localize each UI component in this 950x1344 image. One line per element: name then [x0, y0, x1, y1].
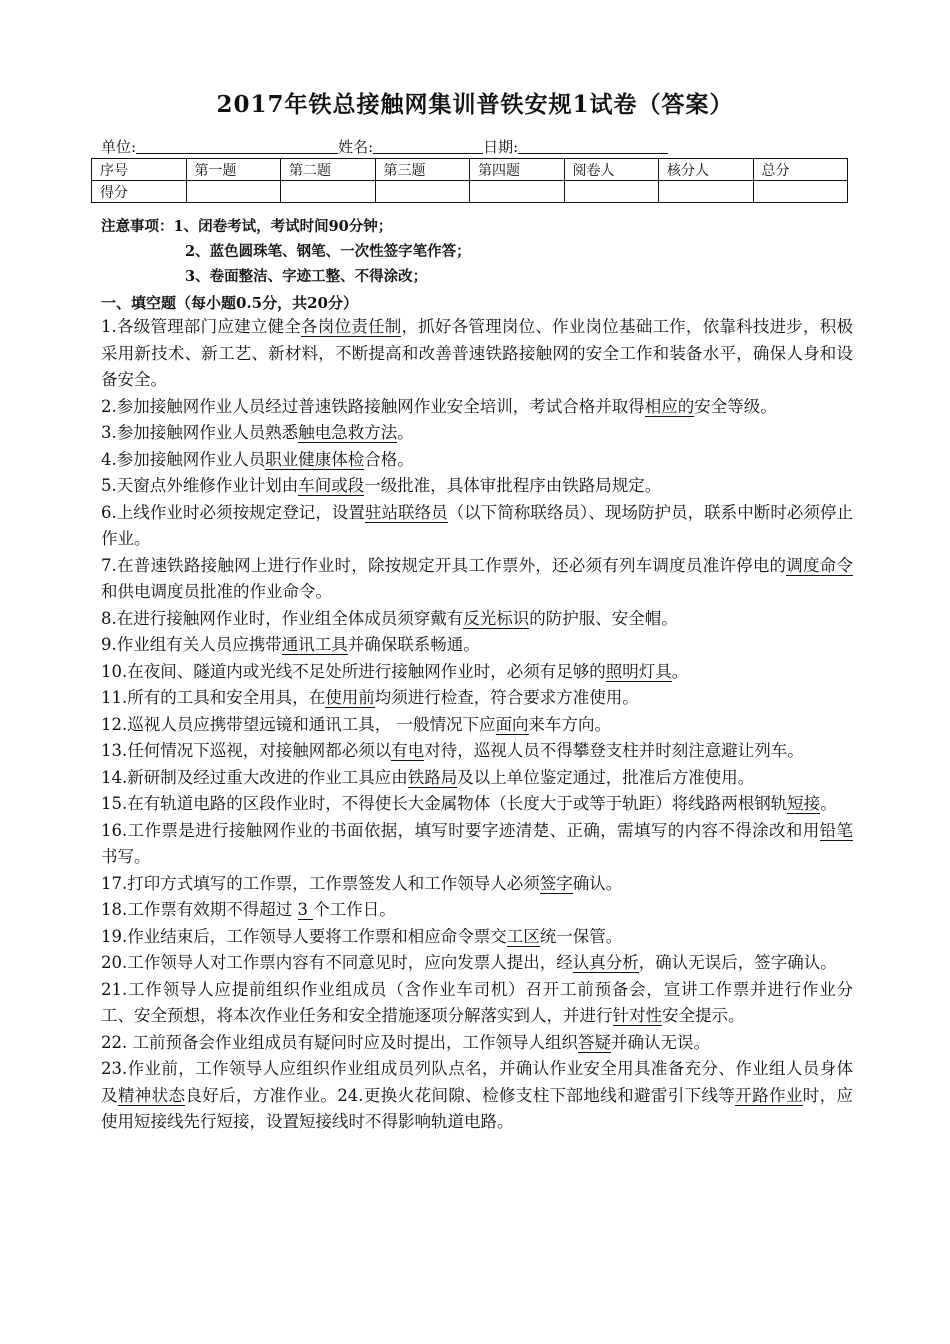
question-text: 17.打印方式填写的工作票，工作票签发人和工作领导人必须 [101, 873, 540, 893]
answer-text: 铅笔 [819, 820, 854, 840]
question-item [101, 500, 853, 553]
question-text: 。 [397, 423, 414, 442]
question-text: （以下简称联络员）、现场防护员，联系中断时必须停止作业。 [101, 502, 854, 548]
header-cell: 阅卷人 [564, 159, 659, 181]
answer-text: 铁路局 [407, 767, 458, 787]
question-item [101, 818, 853, 871]
question-text: 1.各级管理部门应建立健全 [101, 317, 302, 336]
page-title: 2017年铁总接触网集训普铁安规1试卷（答案） [216, 91, 734, 118]
answer-text: 面向 [495, 714, 529, 734]
header-info [101, 136, 668, 157]
question-text: 19.作业结束后，工作领导人要将工作票和相应命令票交 [101, 926, 507, 946]
note-line: 3、卷面整洁、字迹工整、不得涂改； [185, 268, 428, 285]
answer-text: 车间或段 [298, 476, 365, 495]
question-text: 个工作日。 [313, 900, 396, 919]
question-text: 来车方向。 [528, 714, 611, 734]
answer-text: 通讯工具 [281, 635, 348, 654]
question-text: 时，应使用短接线先行短接，设置短接线时不得影响轨道电路。 [101, 1085, 854, 1131]
answer-text: 职业健康体检 [265, 449, 365, 469]
question-text: 9.作业组有关人员应携带 [101, 635, 282, 654]
question-text: 20.工作领导人对工作票内容有不同意见时，应向发票人提出，经 [101, 953, 573, 972]
question-text: 对待，巡视人员不得攀登支柱并时刻注意避让列车。 [424, 741, 804, 760]
question-text: 2.参加接触网作业人员经过普速铁路接触网作业安全培训，考试合格并取得 [101, 396, 645, 416]
score-cell[interactable] [564, 181, 659, 203]
question-item [101, 977, 853, 1030]
question-text: ，抓好各管理岗位、作业岗位基础工作，依靠科技进步，积极采用新技术、新工艺、新材料，不断提高和改善普速铁路接触网的安全工作和装备水平，确保人身和设备安全。 [101, 317, 854, 389]
score-cell[interactable] [753, 181, 848, 203]
question-text: 8.在进行接触网作业时，作业组全体成员须穿戴有 [101, 608, 464, 628]
question-item [101, 685, 853, 712]
question-item [101, 712, 853, 739]
question-item [101, 447, 853, 474]
answer-text: 有电 [391, 741, 425, 760]
question-text: 23.作业前，工作领导人应组织作业组成员列队点名，并确认作业安全用具准备充分、作业组人员身体及 [101, 1059, 853, 1105]
question-item [101, 394, 853, 421]
question-text: 并确认无误。 [611, 1032, 710, 1052]
answer-text: 相应的 [644, 396, 695, 416]
question-item [101, 897, 853, 924]
question-text: 安全提示。 [662, 1006, 745, 1025]
header-cell: 第一题 [186, 159, 281, 181]
score-row-label: 得分 [92, 181, 187, 203]
question-text: 5.天窗点外维修作业计划由 [101, 476, 299, 495]
question-item [101, 1056, 853, 1136]
question-text: 书写。 [101, 847, 151, 866]
note-line: 注意事项：1、闭卷考试，考试时间90分钟； [101, 218, 393, 235]
question-text: 11.所有的工具和安全用具，在 [101, 688, 326, 707]
questions [101, 314, 853, 1136]
question-text: 和供电调度员批准的作业命令。 [101, 582, 332, 601]
question-text: 确认。 [572, 873, 623, 893]
question-text: 10.在夜间、隧道内或光线不足处所进行接触网作业时，必须有足够的 [101, 661, 606, 681]
answer-text: 答疑 [578, 1032, 611, 1052]
exam-notes [101, 214, 471, 289]
question-text: 22. 工前预备会作业组成员有疑问时应及时提出，工作领导人组织 [101, 1032, 578, 1052]
question-text: 6.上线作业时必须按规定登记，设置 [101, 502, 365, 522]
question-item [101, 765, 853, 792]
question-text: 3.参加接触网作业人员熟悉 [101, 423, 299, 442]
question-item [101, 632, 853, 659]
answer-text: 调度命令 [786, 555, 853, 575]
header-cell: 序号 [92, 159, 187, 181]
section-title: 一、填空题（每小题0.5分，共20分） [101, 294, 358, 312]
question-text: 均须进行检查，符合要求方准使用。 [374, 688, 639, 707]
question-text: 的防护服、安全帽。 [529, 608, 678, 628]
question-text: 7.在普速铁路接触网上进行作业时，除按规定开具工作票外，还必须有列车调度员准许停电的 [101, 555, 787, 575]
score-cell[interactable] [281, 181, 376, 203]
header-cell: 总分 [753, 159, 848, 181]
answer-text: 短接 [787, 794, 821, 813]
answer-text: 使用前 [325, 688, 375, 707]
answer-text: 认真分析 [572, 953, 639, 972]
answer-text: 3 [297, 900, 314, 919]
question-text: 一级批准，具体审批程序由铁路局规定。 [364, 476, 662, 495]
question-item [101, 473, 853, 500]
answer-text: 针对性 [612, 1006, 662, 1025]
header-cell: 第四题 [470, 159, 565, 181]
question-item [101, 314, 853, 394]
question-item [101, 871, 853, 898]
question-text: 12.巡视人员应携带望远镜和通讯工具， 一般情况下应 [101, 714, 496, 734]
question-item [101, 420, 853, 447]
header-cell: 核分人 [659, 159, 754, 181]
question-text: 15.在有轨道电路的区段作业时，不得使长大金属物体（长度大于或等于轨距）将线路两根钢轨 [101, 794, 788, 813]
question-item [101, 950, 853, 977]
score-table [91, 158, 848, 203]
answer-text: 开路作业 [735, 1085, 803, 1105]
unit-field[interactable] [136, 139, 338, 154]
answer-text: 照明灯具 [605, 661, 672, 681]
name-label: 姓名: [338, 138, 374, 156]
question-text: 18.工作票有效期不得超过 [101, 900, 298, 919]
score-cell[interactable] [659, 181, 754, 203]
date-field[interactable] [518, 139, 668, 154]
answer-text: 反光标识 [463, 608, 530, 628]
answer-text: 工区 [506, 926, 540, 946]
question-text: ，确认无误后，签字确认。 [638, 953, 837, 972]
question-text: 安全等级。 [694, 396, 777, 416]
question-text: 。 [820, 794, 837, 813]
score-cell[interactable] [186, 181, 281, 203]
note-line: 2、蓝色圆珠笔、钢笔、一次性签字笔作答； [185, 243, 471, 260]
question-text: 14.新研制及经过重大改进的作业工具应由 [101, 767, 408, 787]
score-table-header-row [92, 159, 848, 181]
question-text: 4.参加接触网作业人员 [101, 449, 266, 469]
question-text: 统一保管。 [539, 926, 623, 946]
name-field[interactable] [373, 139, 483, 154]
score-table-score-row [92, 181, 848, 203]
header-cell: 第三题 [375, 159, 470, 181]
question-item [101, 1030, 853, 1057]
question-text: 及以上单位鉴定通过，批准后方准使用。 [457, 767, 755, 787]
question-text: 。 [671, 661, 689, 681]
question-text: 21.工作领导人应提前组织作业组成员（含作业车司机）召开工前预备会，宣讲工作票并进行作业分工、安全预想，将本次作业任务和安全措施逐项分解落实到人，并进行 [101, 979, 853, 1025]
question-text: 16.工作票是进行接触网作业的书面依据，填写时要字迹清楚、正确，需填写的内容不得涂改和用 [101, 820, 820, 840]
question-item [101, 924, 853, 951]
answer-text: 签字 [539, 873, 573, 893]
header-cell: 第二题 [281, 159, 376, 181]
question-text: 并确保联系畅通。 [347, 635, 480, 654]
unit-label: 单位: [101, 138, 137, 156]
answer-text: 各岗位责任制 [301, 317, 402, 336]
question-item [101, 659, 853, 686]
question-item [101, 606, 853, 633]
question-item [101, 553, 853, 606]
score-cell[interactable] [470, 181, 565, 203]
answer-text: 精神状态 [117, 1085, 186, 1105]
question-text: 13.任何情况下巡视，对接触网都必须以 [101, 741, 392, 760]
date-label: 日期: [483, 138, 519, 156]
question-item [101, 791, 853, 818]
question-text: 良好后，方准作业。 [185, 1085, 338, 1105]
question-text: 合格。 [364, 449, 414, 469]
question-item [101, 738, 853, 765]
answer-text: 触电急救方法 [298, 423, 398, 442]
score-cell[interactable] [375, 181, 470, 203]
answer-text: 驻站联络员 [364, 502, 448, 522]
question-text: 24.更换火花间隙、检修支柱下部地线和避雷引下线等 [337, 1085, 736, 1105]
